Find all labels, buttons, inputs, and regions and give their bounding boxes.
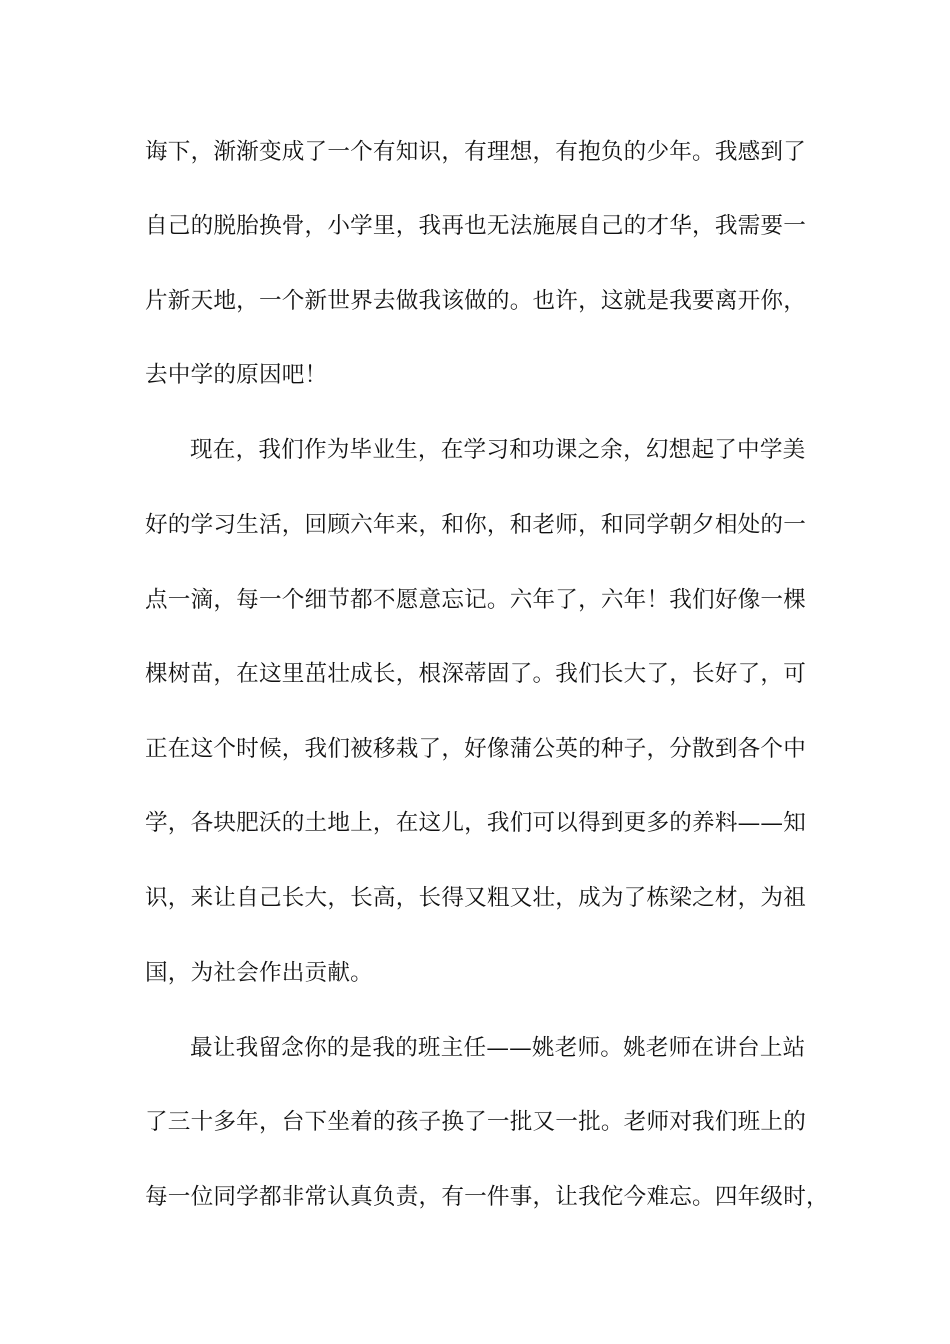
text-line: 棵树苗，在这里茁壮成长，根深蒂固了。我们长大了，长好了，可 — [145, 661, 807, 687]
text-line: 点一滴，每一个细节都不愿意忘记。六年了，六年！我们好像一棵 — [145, 587, 807, 613]
text-line: 去中学的原因吧！ — [145, 362, 328, 388]
text-line: 学，各块肥沃的土地上，在这儿，我们可以得到更多的养料——知 — [145, 810, 807, 836]
text-line: 国，为社会作出贡献。 — [145, 960, 373, 986]
text-line: 每一位同学都非常认真负责，有一件事，让我佗今难忘。四年级时， — [145, 1184, 829, 1210]
text-line: 好的学习生活，回顾六年来，和你，和老师，和同学朝夕相处的一 — [145, 512, 807, 538]
text-line: 了三十多年，台下坐着的孩子换了一批又一批。老师对我们班上的 — [145, 1109, 807, 1135]
text-line: 诲下，渐渐变成了一个有知识，有理想，有抱负的少年。我感到了 — [145, 139, 807, 165]
paragraph-first-line: 现在，我们作为毕业生，在学习和功课之余，幻想起了中学美 — [190, 437, 806, 463]
text-line: 片新天地，一个新世界去做我该做的。也许，这就是我要离开你， — [145, 288, 807, 314]
text-line: 正在这个时候，我们被移栽了，好像蒲公英的种子，分散到各个中 — [145, 736, 807, 762]
text-line: 识，来让自己长大，长高，长得又粗又壮，成为了栋梁之材，为祖 — [145, 885, 807, 911]
paragraph-first-line: 最让我留念你的是我的班主任——姚老师。姚老师在讲台上站 — [190, 1035, 806, 1061]
text-line: 自己的脱胎换骨，小学里，我再也无法施展自己的才华，我需要一 — [145, 213, 807, 239]
